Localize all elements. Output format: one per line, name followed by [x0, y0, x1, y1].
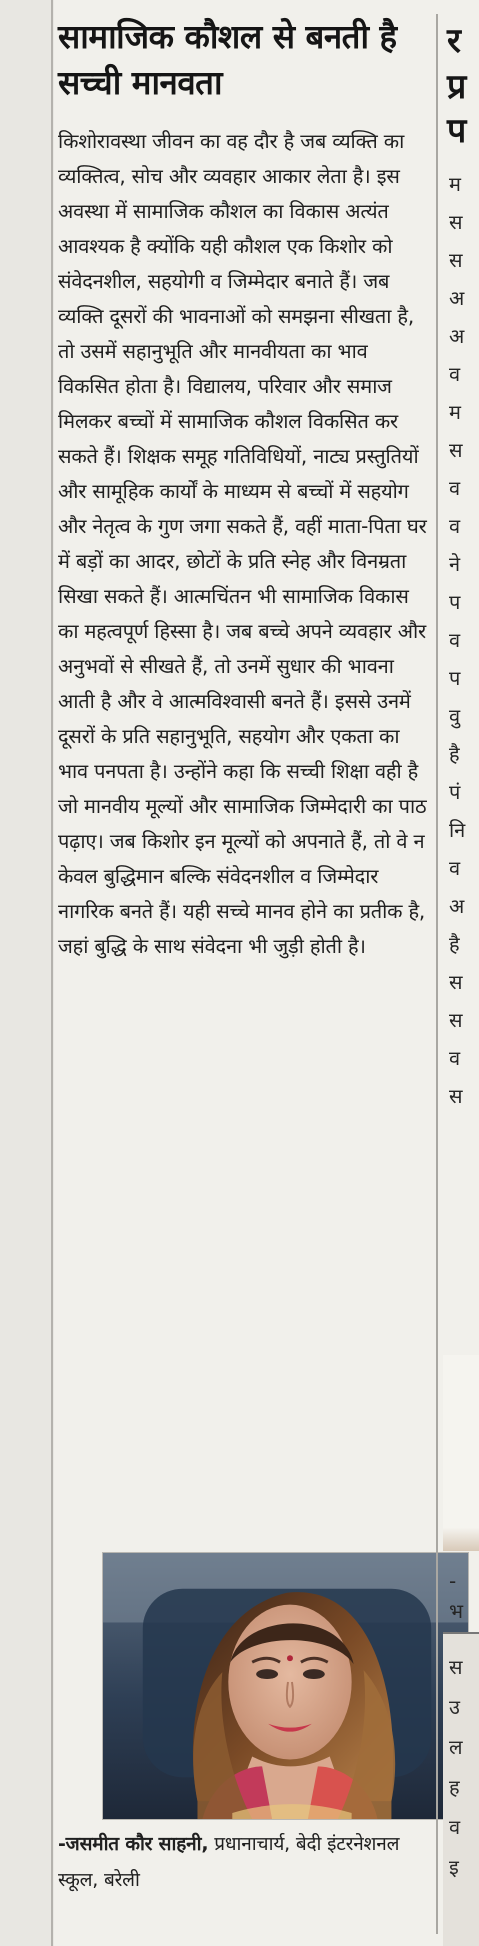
- adjacent-text-line: पं: [449, 780, 461, 804]
- adjacent-box-line: व: [449, 1815, 461, 1839]
- adjacent-text-line: स: [449, 970, 463, 994]
- adjacent-text-line: है: [449, 932, 460, 956]
- adjacent-text-line: प: [449, 666, 461, 690]
- author-byline: [58, 1826, 430, 1898]
- adjacent-text-line: स: [449, 1008, 463, 1032]
- article-body: किशोरावस्था जीवन का वह दौर है जब व्यक्ति का व्यक्तित्व, सोच और व्यवहार आकार लेता है। इस अवस्था में सामाजिक कौशल का विकास अत्यंत आवश्यक है क्योंकि यही कौशल एक किशोर को संवेदनशील, सहयोगी व जिम्मेदार बनाते हैं। जब व्यक्ति दूसरों की भावनाओं को समझना सीखता है, तो उसमें सहानुभूति और मानवीयता का भाव विकसित होता है। विद्यालय, परिवार और समाज मिलकर बच्चों में सामाजिक कौशल विकसित कर सकते हैं। शिक्षक समूह गतिविधियों, नाट्य प्रस्तुतियों और सामूहिक कार्यों के माध्यम से बच्चों में सहयोग और नेतृत्व के गुण जगा सकते हैं, वहीं माता-पिता घर में बड़ों का आदर, छोटों के प्रति स्नेह और विनम्रता सिखा सकते हैं। आत्मचिंतन भी सामाजिक विकास का महत्वपूर्ण हिस्सा है। जब बच्चे अपने व्यवहार और अनुभवों से सीखते हैं, तो उनमें सुधार की भावना आती है और वे आत्मविश्वासी बनते हैं। इससे उनमें दूसरों के प्रति सहानुभूति, सहयोग और एकता का भाव पनपता है। उन्होंने कहा कि सच्ची शिक्षा वही है जो मानवीय मूल्यों और सामाजिक जिम्मेदारी का पाठ पढ़ाए। जब किशोर इन मूल्यों को अपनाते हैं, तो वे न केवल बुद्धिमान बल्कि संवेदनशील व जिम्मेदार नागरिक बनते हैं। यही सच्चे मानव होने का प्रतीक है, जहां बुद्धि के साथ संवेदना भी जुड़ी होती है।: [58, 129, 427, 958]
- adjacent-text-line: अ: [449, 894, 465, 918]
- adjacent-text-line: स: [449, 1084, 463, 1108]
- adjacent-headline-line: प: [447, 111, 467, 151]
- adjacent-caption-line: भ: [449, 1599, 464, 1623]
- adjacent-photo-edge: [443, 1355, 479, 1551]
- adjacent-text-line: स: [449, 248, 463, 272]
- adjacent-box-line: स: [449, 1655, 463, 1679]
- article-headline: सामाजिक कौशल से बनती है सच्ची मानवता: [58, 17, 397, 102]
- adjacent-text-line: व: [449, 476, 461, 500]
- adjacent-text-line: व: [449, 514, 461, 538]
- adjacent-text-line: म: [449, 172, 461, 196]
- adjacent-text-line: स: [449, 438, 463, 462]
- byline-role: प्रधानाचार्य, बेदी इंटरनेशनल स्कूल, बरेली: [58, 1833, 400, 1891]
- article-column: [58, 14, 432, 1919]
- adjacent-text-line: नि: [449, 818, 466, 842]
- adjacent-text-line: व: [449, 1046, 461, 1070]
- adjacent-headline-line: र: [447, 21, 461, 61]
- adjacent-text-line: है: [449, 742, 460, 766]
- adjacent-text-line: स: [449, 210, 463, 234]
- adjacent-box-line: उ: [449, 1695, 460, 1719]
- adjacent-text-line: व: [449, 856, 461, 880]
- adjacent-box-line: इ: [449, 1855, 459, 1879]
- adjacent-text-line: वु: [449, 704, 461, 728]
- adjacent-headline-line: प्र: [447, 67, 467, 107]
- adjacent-text-line: अ: [449, 286, 465, 310]
- byline-name: -जसमीत कौर साहनी,: [58, 1833, 209, 1855]
- adjacent-article-fragment: [443, 0, 479, 1946]
- adjacent-box-line: ल: [449, 1735, 463, 1759]
- author-portrait: [102, 1552, 469, 1820]
- adjacent-text-line: प: [449, 590, 461, 614]
- left-margin-strip: [0, 0, 54, 1946]
- adjacent-text-line: व: [449, 362, 461, 386]
- left-column-rule: [51, 0, 53, 1946]
- portrait-image: [103, 1553, 468, 1819]
- adjacent-text-line: अ: [449, 324, 465, 348]
- adjacent-text-line: म: [449, 400, 461, 424]
- adjacent-box-line: ह: [449, 1775, 460, 1799]
- column-divider: [436, 14, 438, 1934]
- adjacent-caption-line: -: [449, 1569, 457, 1593]
- adjacent-text-line: ने: [449, 552, 461, 576]
- adjacent-text-line: व: [449, 628, 461, 652]
